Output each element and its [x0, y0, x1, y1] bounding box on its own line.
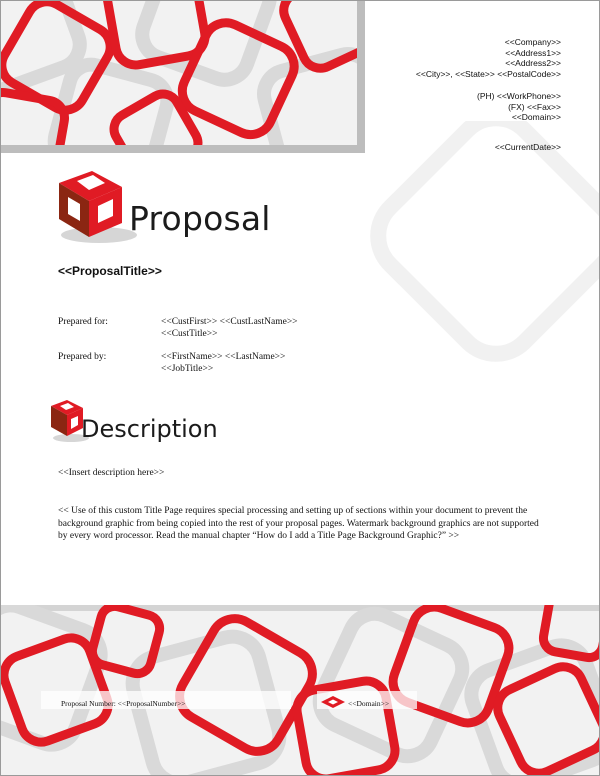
- prepared-for-value: [161, 316, 298, 340]
- city-state-zip: <<City>>, <<State>> <<PostalCode>>: [415, 68, 561, 79]
- watermark-graphic: [361, 121, 599, 381]
- red-cube-logo-icon: [47, 161, 137, 247]
- domain: <<Domain>>: [511, 112, 561, 122]
- prepared-by-label: Prepared by:: [58, 352, 107, 362]
- author-name: <<FirstName>> <<LastName>>: [161, 352, 286, 362]
- work-phone: (PH) <<WorkPhone>>: [477, 91, 561, 101]
- prepared-by-value: [161, 351, 285, 375]
- description-body: << Use of this custom Title Page requires special processing and setting up of sections within your document to prevent the background graphic from being copied into the rest of your proposal pages. Watermark background graphics are not supported by every word processor. Read the manual chapter “How do I add a Title Page Background Graphic?” >>: [58, 506, 539, 541]
- company-address-block: [321, 37, 561, 152]
- proposal-heading: Proposal: [129, 199, 271, 238]
- customer-title: <<CustTitle>>: [161, 329, 218, 339]
- company-name: <<Company>>: [504, 37, 561, 47]
- footer-domain: <<Domain>>: [348, 699, 390, 708]
- prepared-for-label: Prepared for:: [58, 317, 108, 327]
- bottom-pattern-graphic: [1, 605, 599, 775]
- description-placeholder: <<Insert description here>>: [58, 468, 165, 478]
- address-line-1: <<Address1>>: [505, 47, 561, 58]
- proposal-title: <<ProposalTitle>>: [58, 264, 162, 278]
- address-line-2: <<Address2>>: [505, 58, 561, 68]
- top-pattern-graphic: [1, 1, 365, 153]
- author-title: <<JobTitle>>: [161, 364, 214, 374]
- current-date: <<CurrentDate>>: [494, 141, 561, 152]
- description-heading: Description: [81, 415, 218, 443]
- customer-name: <<CustFirst>> <<CustLastName>>: [161, 317, 298, 327]
- fax-number: (FX) <<Fax>>: [508, 101, 561, 112]
- red-diamond-icon: [319, 695, 347, 709]
- footer-proposal-number: Proposal Number: <<ProposalNumber>>: [61, 699, 186, 708]
